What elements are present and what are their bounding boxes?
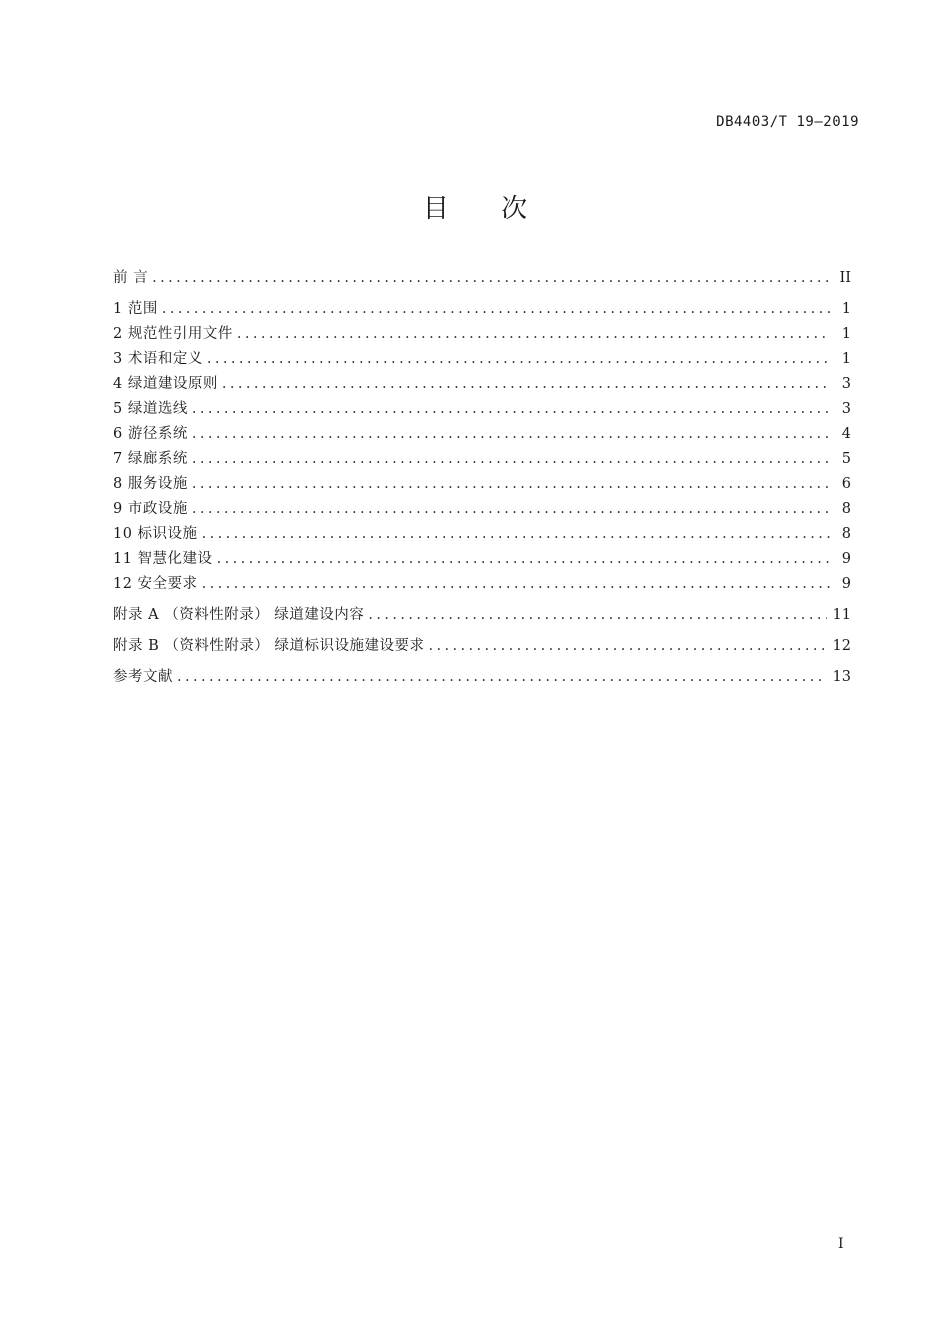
toc-dot-leader xyxy=(237,326,831,342)
document-code: DB4403/T 19—2019 xyxy=(716,114,859,130)
toc-entry-foreword[interactable] xyxy=(113,266,851,291)
toc-entry-label: 2 规范性引用文件 xyxy=(113,326,233,342)
toc-entry-safety[interactable] xyxy=(113,572,851,597)
toc-dot-leader xyxy=(222,376,831,392)
toc-dot-leader xyxy=(202,526,831,542)
toc-dot-leader xyxy=(192,426,831,442)
toc-entry-page: 11 xyxy=(832,607,851,623)
toc-entry-route-selection[interactable] xyxy=(113,397,851,422)
toc-entry-terms[interactable] xyxy=(113,347,851,372)
toc-dot-leader xyxy=(152,270,831,286)
toc-dot-leader xyxy=(162,301,831,317)
toc-entry-page: 1 xyxy=(841,351,851,367)
toc-entry-label: 1 范围 xyxy=(113,301,158,317)
toc-dot-leader xyxy=(202,576,831,592)
toc-dot-leader xyxy=(207,351,831,367)
toc-entry-label: 前 言 xyxy=(113,270,149,286)
toc-entry-label: 8 服务设施 xyxy=(113,476,188,492)
toc-entry-label: 3 术语和定义 xyxy=(113,351,203,367)
toc-entry-label: 4 绿道建设原则 xyxy=(113,376,218,392)
toc-entry-principles[interactable] xyxy=(113,372,851,397)
toc-entry-page: 8 xyxy=(841,526,851,542)
toc-entry-signage[interactable] xyxy=(113,522,851,547)
toc-entry-appendix-a[interactable] xyxy=(113,603,851,628)
toc-dot-leader xyxy=(428,638,826,654)
toc-entry-normative-references[interactable] xyxy=(113,322,851,347)
toc-entry-label: 5 绿道选线 xyxy=(113,401,188,417)
toc-dot-leader xyxy=(368,607,826,623)
toc-entry-page: 3 xyxy=(841,401,851,417)
toc-entry-page: 4 xyxy=(841,426,851,442)
toc-entry-appendix-b[interactable] xyxy=(113,634,851,659)
toc-entry-service-facilities[interactable] xyxy=(113,472,851,497)
page-number: I xyxy=(838,1236,844,1252)
toc-entry-page: 9 xyxy=(841,551,851,567)
toc-dot-leader xyxy=(177,669,827,685)
toc-entry-smart-construction[interactable] xyxy=(113,547,851,572)
toc-entry-label: 附录 B （资料性附录） 绿道标识设施建设要求 xyxy=(113,638,425,654)
toc-entry-label: 11 智慧化建设 xyxy=(113,551,213,567)
toc-entry-corridor-system[interactable] xyxy=(113,447,851,472)
toc-dot-leader xyxy=(192,401,831,417)
toc-entry-label: 参考文献 xyxy=(113,669,173,685)
toc-entry-page: 9 xyxy=(841,576,851,592)
toc-dot-leader xyxy=(217,551,831,567)
toc-dot-leader xyxy=(192,476,831,492)
toc-entry-page: 3 xyxy=(841,376,851,392)
toc-entry-label: 7 绿廊系统 xyxy=(113,451,188,467)
toc-entry-page: 6 xyxy=(841,476,851,492)
toc-entry-scope[interactable] xyxy=(113,297,851,322)
toc-entry-trail-system[interactable] xyxy=(113,422,851,447)
toc-entry-label: 9 市政设施 xyxy=(113,501,188,517)
table-of-contents xyxy=(113,266,851,690)
toc-entry-bibliography[interactable] xyxy=(113,665,851,690)
toc-entry-page: 13 xyxy=(832,669,851,685)
toc-entry-label: 10 标识设施 xyxy=(113,526,198,542)
toc-entry-label: 附录 A （资料性附录） 绿道建设内容 xyxy=(113,607,365,623)
toc-entry-page: 12 xyxy=(832,638,851,654)
toc-entry-page: II xyxy=(839,270,851,286)
toc-entry-page: 8 xyxy=(841,501,851,517)
toc-entry-label: 12 安全要求 xyxy=(113,576,198,592)
toc-entry-municipal-facilities[interactable] xyxy=(113,497,851,522)
toc-entry-page: 1 xyxy=(841,326,851,342)
toc-dot-leader xyxy=(192,451,831,467)
toc-entry-page: 1 xyxy=(841,301,851,317)
toc-dot-leader xyxy=(192,501,831,517)
toc-entry-page: 5 xyxy=(841,451,851,467)
toc-entry-label: 6 游径系统 xyxy=(113,426,188,442)
page-title: 目 次 xyxy=(422,194,550,224)
